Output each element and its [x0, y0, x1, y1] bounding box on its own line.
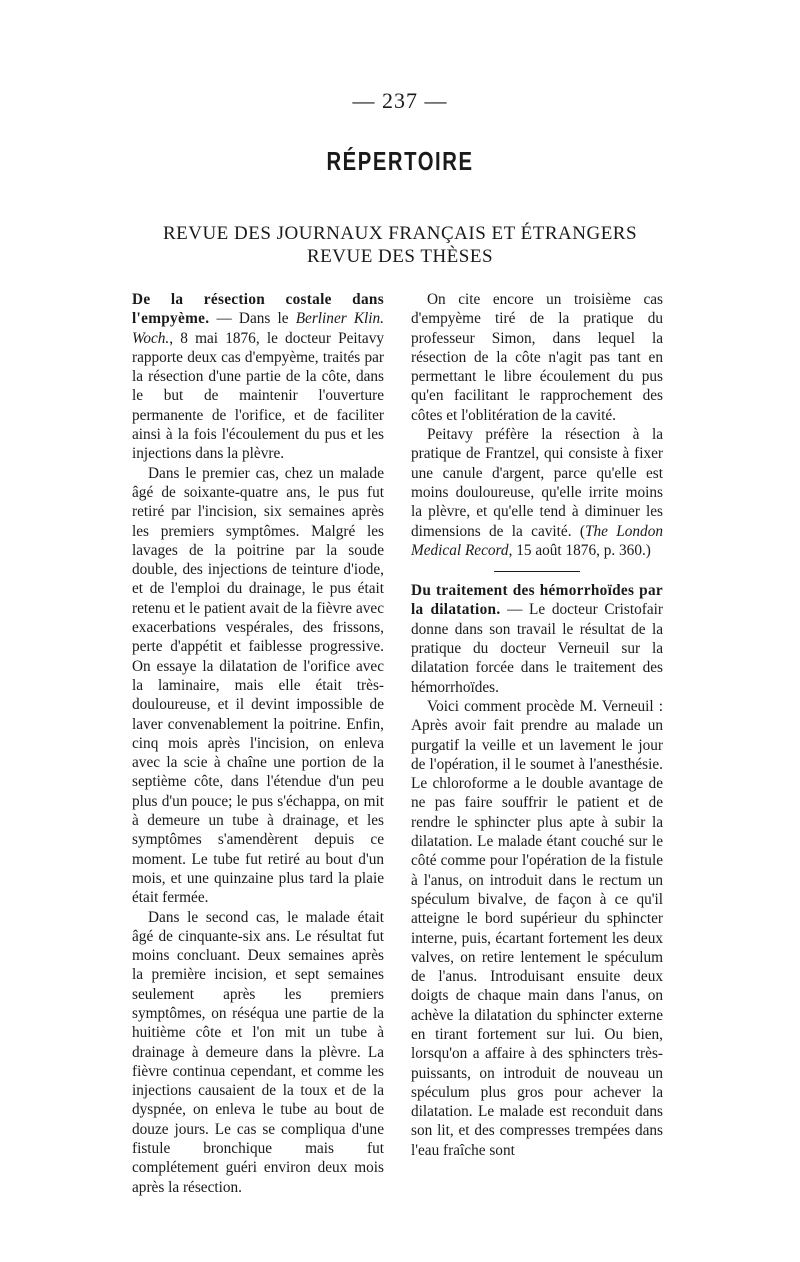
- article-title-hemorrhoids: Du traitement des hémorrhoïdes par la dilatation.: [411, 582, 663, 619]
- article-costal-resection-intro: [132, 290, 384, 464]
- source-name: The London Medical Record: [411, 522, 663, 559]
- paragraph-peitavy-preference: [411, 425, 663, 560]
- article-intro-text: — Dans le: [209, 310, 296, 328]
- right-column: [411, 290, 663, 1160]
- paragraph-text: Peitavy préfère la résection à la pratique de Frantzel, qui consiste à fixer une canule d'argent, parce qu'elle est moins douloureuse, qu'elle irrite moins la plèvre, et qu'elle tend à diminuer les dimensions de la cavité. (: [411, 426, 663, 540]
- paragraph-second-case: Dans le second cas, le malade était âgé de cinquante-six ans. Le résultat fut moins concluant. Deux semaines après la première incision, et sept semaines seulement après les premiers symptômes, on réséqua une partie de la huitième côte et l'on mit un tube à drainage à demeure dans la plèvre. La fièvre continua cependant, et comme les injections causaient de la toux et de la dyspnée, on enleva le tube au bout de douze jours. Le cas se compliqua d'une fistule bronchique mais fut complétement guéri environ deux mois après la résection.: [132, 908, 384, 1196]
- article-title-costal-resection: De la résection costale dans l'empyème.: [132, 291, 384, 328]
- article-hemorrhoids-intro: [411, 581, 663, 697]
- left-column: [132, 290, 384, 1197]
- page-number: — 237 —: [352, 88, 448, 113]
- paragraph-verneuil-procedure: Voici comment procède M. Verneuil : Après avoir fait prendre au malade un purgatif la veille et un lavement le jour de l'opération, il le soumet à l'anesthésie. Le chloroforme a le double avantage de ne pas faire souffrir le patient et de rendre le sphincter plus apte à subir la dilatation. Le malade étant couché sur le côté comme pour l'opération de la fistule à l'anus, on introduit dans le rectum un spéculum bivalve, de façon à ce qu'il atteigne le bord supérieur du sphincter interne, puis, écartant fortement les deux valves, on retire lentement le spéculum de l'anus. Introduisant ensuite deux doigts de chaque main dans l'anus, on achève la dilatation du sphincter externe en tirant fortement sur lui. Ou bien, lorsqu'on a affaire à des sphincters très-puissants, on introduit de nouveau un spéculum plus gros pour achever la dilatation. Le malade est reconduit dans son lit, et des compresses trempées dans l'eau fraîche sont: [411, 697, 663, 1159]
- paragraph-first-case: Dans le premier cas, chez un malade âgé de soixante-quatre ans, le pus fut retiré par l'incision, six semaines après les premiers symptômes. Malgré les lavages de la poitrine par la soude double, des injections de teinture d'iode, et de l'emploi du drainage, le pus était retenu et le patient avait de la fièvre avec exacerbations vespérales, des frissons, perte d'appétit et faiblesse progressive. On essaye la dilatation de l'orifice avec la laminaire, mais elle était très-douloureuse, et il devint impossible de laver convenablement la poitrine. Enfin, cinq mois après l'incision, on enleva avec la scie à chaîne une portion de la septième côte, dans l'étendue d'un peu plus d'un pouce; le pus s'échappa, on mit à demeure un tube à drainage, et les symptômes s'amendèrent depuis ce moment. Le tube fut retiré au bout d'un mois, et une quinzaine plus tard la plaie était fermée.: [132, 464, 384, 907]
- article-intro-text: — Le docteur Cristofair donne dans son travail le résultat de la pratique du docteur Verneuil sur la dilatation forcée dans le traitement des hémorrhoïdes.: [411, 601, 663, 696]
- source-citation: , 15 août 1876, p. 360.): [508, 541, 651, 559]
- journal-name: Berliner Klin. Woch.: [132, 310, 384, 347]
- article-intro-text-cont: , 8 mai 1876, le docteur Peitavy rapporte deux cas d'empyème, traités par la résection d'une partie de la côte, dans le but de maintenir l'ouverture permanente de l'orifice, et de faciliter ainsi à la fois l'écoulement du pus et les injections dans la plèvre.: [132, 329, 384, 463]
- section-title: RÉPERTOIRE: [326, 146, 474, 176]
- subtitle-theses: REVUE DES THÈSES: [306, 246, 494, 267]
- paragraph-third-case: On cite encore un troisième cas d'empyème tiré de la pratique du professeur Simon, dans lequel la résection de la côte n'agit pas tant en permettant le libre écoulement du pus qu'en facilitant le rapprochement des côtes et l'oblitération de la cavité.: [411, 291, 663, 424]
- section-divider: [494, 571, 580, 572]
- subtitle-journals: REVUE DES JOURNAUX FRANÇAIS ET ÉTRANGERS: [162, 223, 638, 244]
